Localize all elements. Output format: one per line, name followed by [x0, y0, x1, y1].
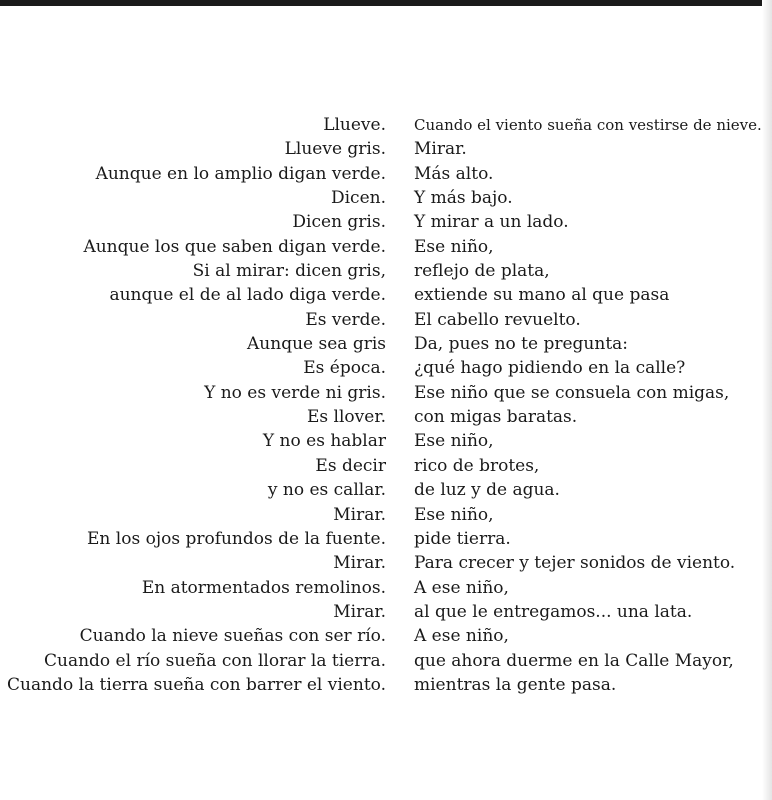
poem-right-line-21: al que le entregamos... una lata.	[414, 601, 693, 622]
poem-right-line-19: Para crecer y tejer sonidos de viento.	[414, 553, 736, 574]
poem-right-line-24: mientras la gente pasa.	[414, 674, 617, 695]
poem-right-line-9: El cabello revuelto.	[414, 309, 581, 330]
poem-right-line-1: Cuando el viento sueña con vestirse de nieve.	[414, 116, 762, 134]
poem-right-line-5: Y mirar a un lado.	[414, 212, 569, 233]
poem-right-line-13: con migas baratas.	[414, 407, 578, 428]
poem-left-line-18: En los ojos profundos de la fuente.	[87, 528, 386, 549]
poem-right-line-17: Ese niño,	[414, 504, 494, 525]
poem-left-line-6: Aunque los que saben digan verde.	[83, 236, 386, 257]
poem-right-line-12: Ese niño que se consuela con migas,	[414, 382, 730, 403]
poem-left-line-2: Llueve gris.	[284, 139, 386, 160]
poem-left-line-9: Es verde.	[305, 309, 386, 330]
poem-left-line-12: Y no es verde ni gris.	[204, 382, 386, 403]
poem-right-line-23: que ahora duerme en la Calle Mayor,	[414, 650, 734, 671]
poem-left-line-8: aunque el de al lado diga verde.	[109, 285, 386, 306]
poem-left-line-16: y no es callar.	[267, 480, 386, 501]
poem-right-line-20: A ese niño,	[414, 577, 509, 598]
poem-right-line-18: pide tierra.	[414, 528, 511, 549]
poem-left-column	[0, 113, 386, 697]
poem-right-line-7: reflejo de plata,	[414, 261, 550, 282]
poem-left-line-19: Mirar.	[333, 553, 386, 574]
poem-left-line-22: Cuando la nieve sueñas con ser río.	[79, 626, 386, 647]
poem-left-line-23: Cuando el río sueña con llorar la tierra.	[44, 650, 386, 671]
poem-left-line-20: En atormentados remolinos.	[141, 577, 386, 598]
poem-left-line-3: Aunque en lo amplio digan verde.	[95, 163, 386, 184]
poem-left-line-7: Si al mirar: dicen gris,	[192, 261, 386, 282]
poem-left-line-17: Mirar.	[333, 504, 386, 525]
page-top-edge	[0, 0, 772, 6]
poem-right-line-8: extiende su mano al que pasa	[414, 285, 670, 306]
poem-right-line-16: de luz y de agua.	[414, 480, 560, 501]
poem-right-line-3: Más alto.	[414, 163, 494, 184]
poem-left-line-13: Es llover.	[307, 407, 386, 428]
poem-left-line-24: Cuando la tierra sueña con barrer el viento.	[7, 674, 386, 695]
poem-right-line-22: A ese niño,	[414, 626, 509, 647]
poem-right-line-2: Mirar.	[414, 139, 467, 160]
poem-right-line-6: Ese niño,	[414, 236, 494, 257]
poem-right-line-15: rico de brotes,	[414, 455, 540, 476]
poem-left-line-1: Llueve.	[323, 115, 386, 135]
poem-right-line-11: ¿qué hago pidiendo en la calle?	[414, 358, 686, 379]
poem-left-line-21: Mirar.	[333, 601, 386, 622]
poem-left-line-11: Es época.	[303, 358, 386, 379]
poem-left-line-4: Dicen.	[330, 188, 386, 209]
poem-right-line-14: Ese niño,	[414, 431, 494, 452]
poem-left-line-5: Dicen gris.	[292, 212, 386, 233]
poem-right-line-10: Da, pues no te pregunta:	[414, 334, 629, 355]
poem-left-line-14: Y no es hablar	[262, 431, 386, 452]
poem-right-line-4: Y más bajo.	[414, 188, 513, 209]
poem-right-column	[414, 113, 770, 697]
poem-left-line-10: Aunque sea gris	[247, 334, 386, 355]
poem-left-line-15: Es decir	[315, 455, 386, 476]
